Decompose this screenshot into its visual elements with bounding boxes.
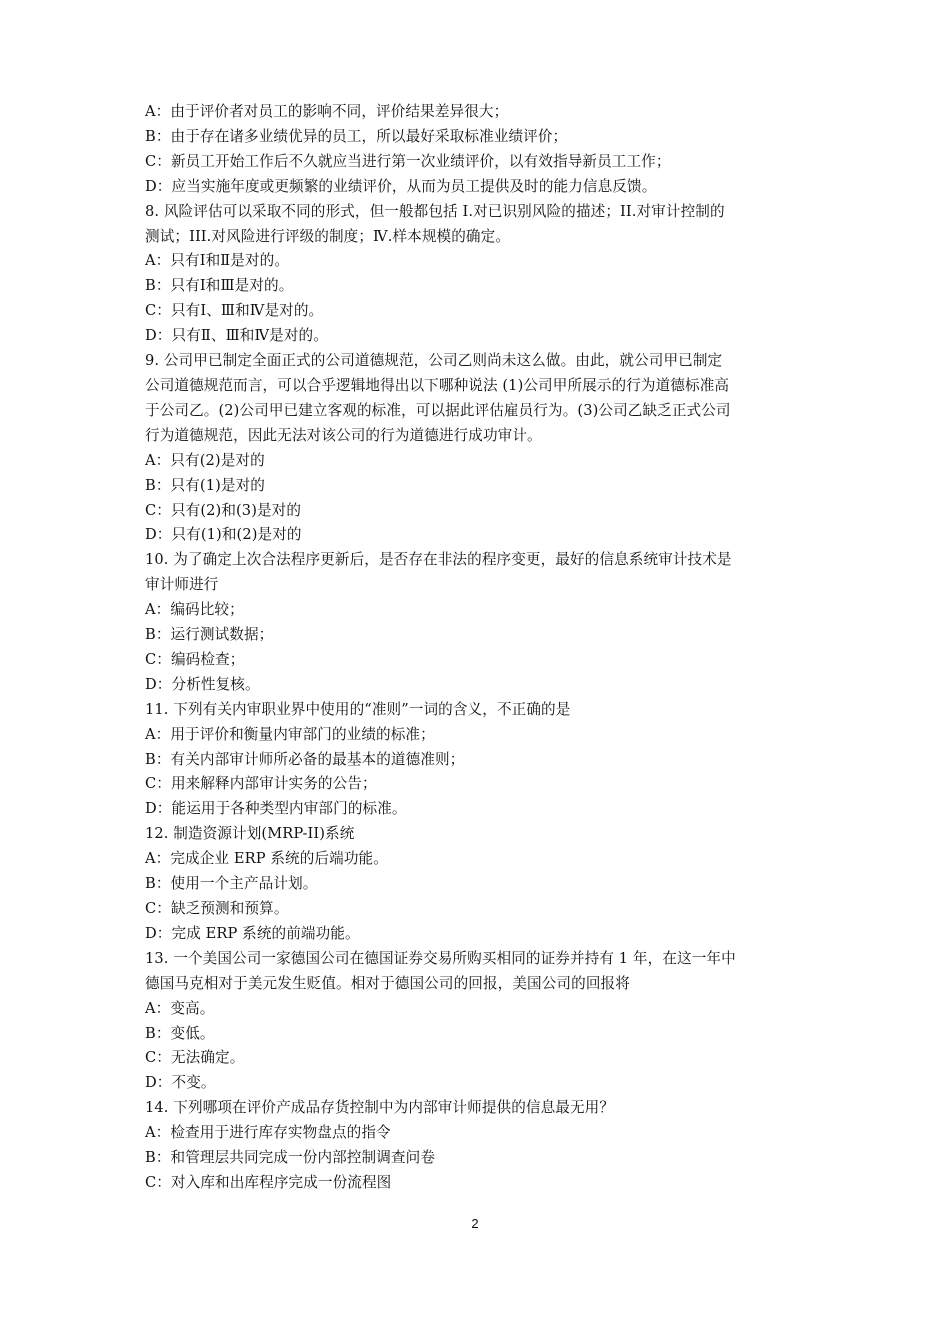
text-line: A：由于评价者对员工的影响不同，评价结果差异很大；	[145, 103, 509, 120]
question-line: 10. 为了确定上次合法程序更新后，是否存在非法的程序变更，最好的信息系统审计技术是	[145, 551, 732, 569]
option-line: C：编码检查；	[145, 650, 245, 668]
option-line: C：只有(2)和(3)是对的	[145, 501, 302, 519]
question-line: 11. 下列有关内审职业界中使用的“准则”一词的含义，不正确的是	[145, 700, 571, 718]
option-line: B：只有Ⅰ和Ⅲ是对的。	[145, 277, 294, 295]
option-line: B：运行测试数据；	[145, 626, 274, 644]
option-line: C：只有Ⅰ、Ⅲ和Ⅳ是对的。	[145, 302, 324, 320]
page-number: 2	[471, 1216, 479, 1231]
option-line: B：有关内部审计师所必备的最基本的道德准则；	[145, 750, 465, 768]
option-line: A：检查用于进行库存实物盘点的指令	[145, 1124, 391, 1142]
question-line: 于公司乙。(2)公司甲已建立客观的标准，可以据此评估雇员行为。(3)公司乙缺乏正式公司	[145, 401, 731, 419]
text-line: C：新员工开始工作后不久就应当进行第一次业绩评价，以有效指导新员工工作；	[145, 152, 671, 170]
text-line: B：由于存在诸多业绩优异的员工，所以最好采取标准业绩评价；	[145, 127, 568, 145]
option-line: A：变高。	[145, 999, 215, 1017]
option-line: B：和管理层共同完成一份内部控制调查问卷	[145, 1149, 436, 1167]
option-line: A：用于评价和衡量内审部门的业绩的标准；	[145, 725, 435, 743]
option-line: D：分析性复核。	[145, 675, 260, 693]
option-line: D：只有(1)和(2)是对的	[145, 526, 302, 544]
option-line: C：对入库和出库程序完成一份流程图	[145, 1173, 392, 1191]
text-line: D：应当实施年度或更频繁的业绩评价，从而为员工提供及时的能力信息反馈。	[145, 177, 657, 195]
option-line: D：完成 ERP 系统的前端功能。	[145, 924, 360, 942]
option-line: A：完成企业 ERP 系统的后端功能。	[145, 850, 388, 868]
question-line: 8. 风险评估可以采取不同的形式，但一般都包括 I.对已识别风险的描述；II.对审计控制的	[145, 202, 725, 220]
question-line: 14. 下列哪项在评价产成品存货控制中为内部审计师提供的信息最无用？	[145, 1099, 615, 1117]
question-line: 公司道德规范而言，可以合乎逻辑地得出以下哪种说法 (1)公司甲所展示的行为道德标准高	[145, 376, 730, 394]
option-line: B：变低。	[145, 1024, 215, 1042]
question-line: 13. 一个美国公司一家德国公司在德国证券交易所购买相同的证券并持有 1 年，在这一年中	[145, 949, 736, 967]
option-line: C：用来解释内部审计实务的公告；	[145, 775, 377, 793]
option-line: D：不变。	[145, 1074, 216, 1092]
option-line: B：只有(1)是对的	[145, 476, 265, 494]
question-line: 德国马克相对于美元发生贬值。相对于德国公司的回报，美国公司的回报将	[145, 974, 630, 992]
question-line: 12. 制造资源计划(MRP-II)系统	[145, 825, 355, 843]
option-line: D：能运用于各种类型内审部门的标准。	[145, 800, 407, 818]
option-line: A：只有(2)是对的	[145, 451, 265, 469]
question-line: 9. 公司甲已制定全面正式的公司道德规范，公司乙则尚未这么做。由此，就公司甲已制定	[145, 352, 723, 370]
option-line: A：只有Ⅰ和Ⅱ是对的。	[145, 252, 290, 270]
option-line: A：编码比较；	[145, 601, 244, 619]
question-line: 审计师进行	[145, 576, 219, 594]
question-line: 行为道德规范，因此无法对该公司的行为道德进行成功审计。	[145, 426, 542, 444]
document-body	[145, 100, 820, 1196]
option-line: C：无法确定。	[145, 1049, 245, 1067]
option-line: C：缺乏预测和预算。	[145, 900, 289, 917]
question-line: 测试；III.对风险进行评级的制度；Ⅳ.样本规模的确定。	[145, 227, 511, 245]
option-line: B：使用一个主产品计划。	[145, 875, 318, 893]
option-line: D：只有Ⅱ、Ⅲ和Ⅳ是对的。	[145, 327, 328, 345]
